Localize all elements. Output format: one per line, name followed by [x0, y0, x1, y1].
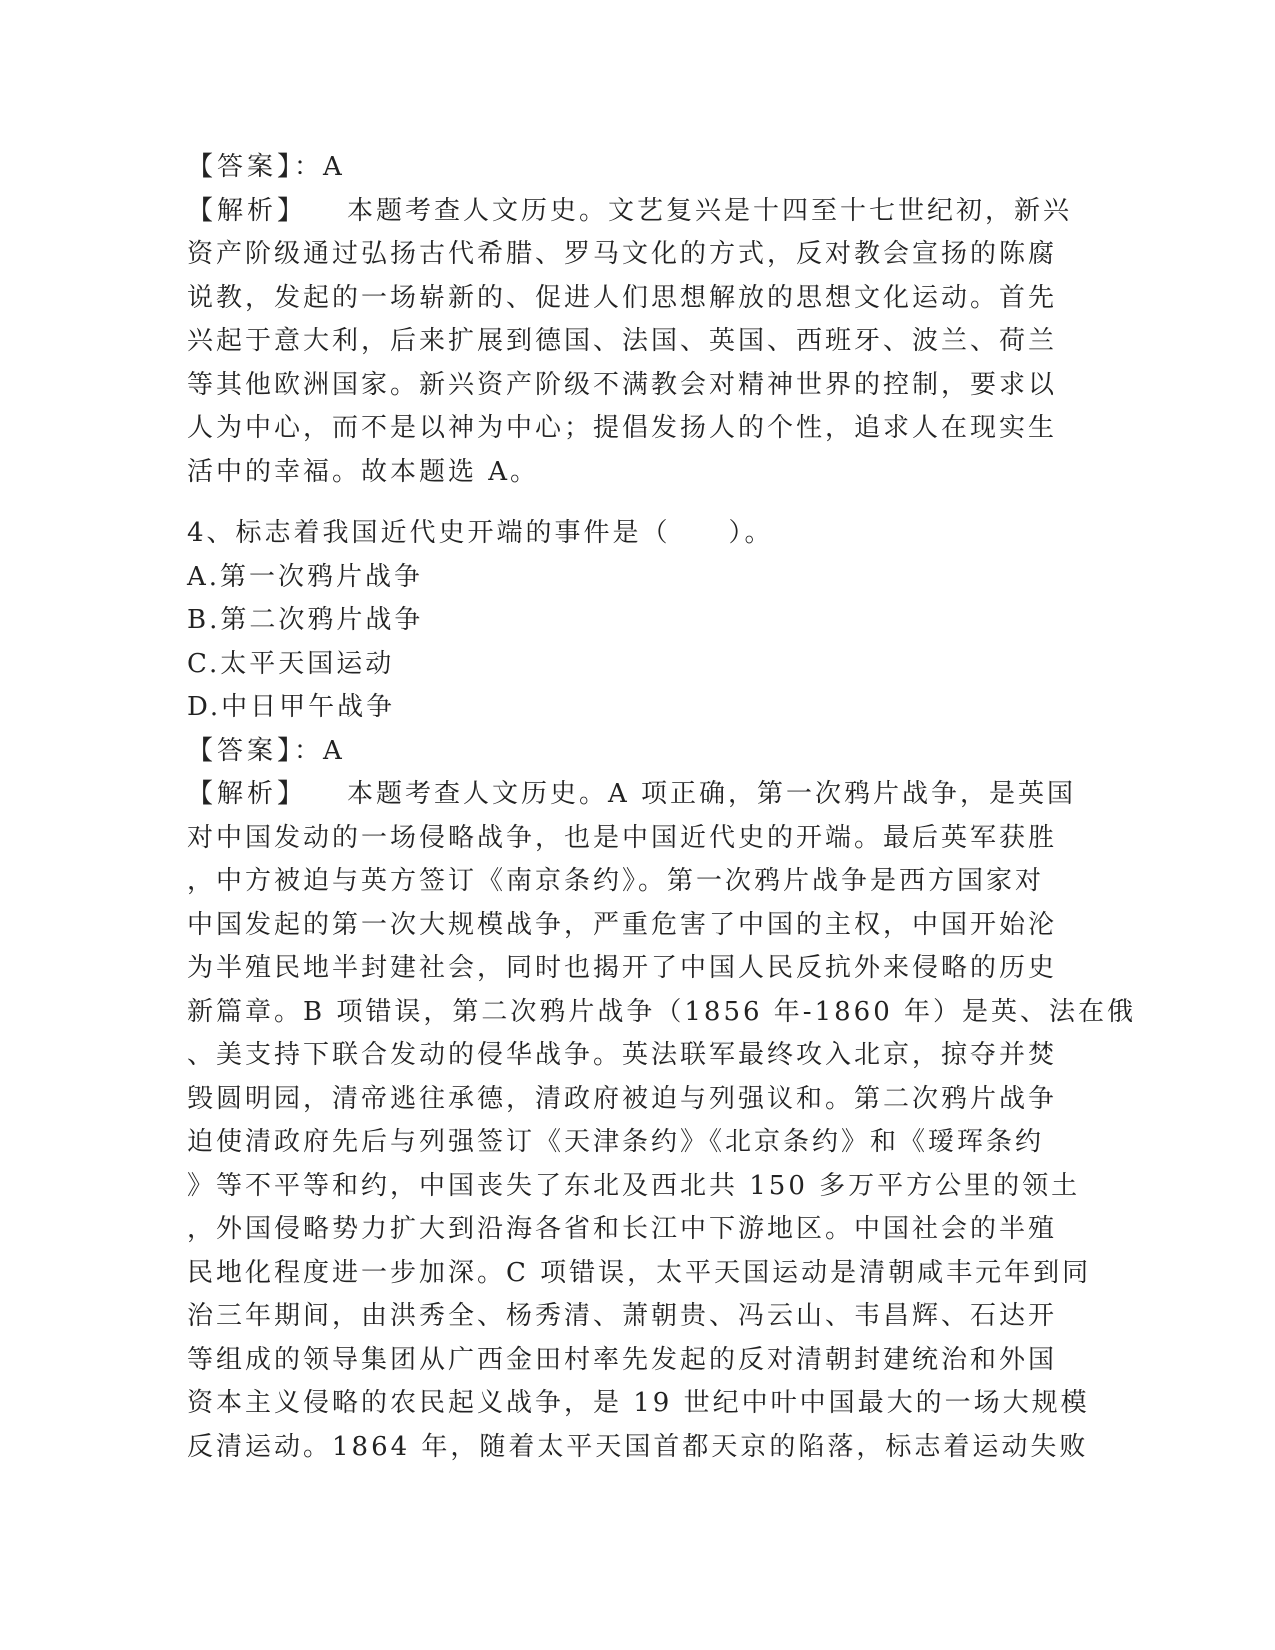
analysis-line: 毁圆明园，清帝逃往承德，清政府被迫与列强议和。第二次鸦片战争	[187, 1083, 1058, 1114]
analysis-label: 【解析】	[187, 779, 308, 809]
analysis-line: ，外国侵略势力扩大到沿海各省和长江中下游地区。中国社会的半殖	[187, 1214, 1058, 1244]
analysis-line: 为半殖民地半封建社会，同时也揭开了中国人民反抗外来侵略的历史	[187, 953, 1058, 983]
analysis-line: 资本主义侵略的农民起义战争，是 19 世纪中叶中国最大的一场大规模	[187, 1388, 1090, 1418]
answer-label: 【答案】	[187, 735, 295, 766]
analysis-line	[187, 190, 1087, 234]
analysis-line: 人为中心，而不是以神为中心；提倡发扬人的个性，追求人在现实生	[187, 413, 1058, 443]
analysis-line: 新篇章。B 项错误，第二次鸦片战争（1856 年-1860 年）是英、法在俄	[187, 996, 1137, 1027]
answer-separator: ：	[294, 735, 324, 766]
analysis-line	[187, 773, 1087, 817]
analysis-line: 说教，发起的一场崭新的、促进人们思想解放的思想文化运动。首先	[187, 282, 1058, 313]
analysis-text: 本题考查人文历史。文艺复兴是十四至十七世纪初，新兴	[347, 195, 1073, 226]
analysis-line: 对中国发动的一场侵略战争，也是中国近代史的开端。最后英军获胜	[187, 822, 1058, 853]
analysis-line: 等其他欧洲国家。新兴资产阶级不满教会对精神世界的控制，要求以	[187, 369, 1058, 400]
option-d: D.中日甲午战争	[187, 692, 396, 722]
document-page	[187, 146, 1137, 1469]
option-c: C.太平天国运动	[187, 648, 395, 679]
analysis-line: 等组成的领导集团从广西金田村率先发起的反对清朝封建统治和外国	[187, 1344, 1058, 1375]
analysis-label: 【解析】	[187, 195, 308, 226]
answer-label: 【答案】	[187, 152, 295, 182]
answer-separator: ：	[294, 152, 324, 182]
option-b: B.第二次鸦片战争	[187, 605, 424, 635]
option-a: A.第一次鸦片战争	[187, 561, 424, 592]
analysis-line: 迫使清政府先后与列强签订《天津条约》《北京条约》和《瑷珲条约	[187, 1127, 1045, 1157]
analysis-line: 》等不平等和约，中国丧失了东北及西北共 150 多万平方公里的领土	[187, 1170, 1081, 1201]
answer-line	[187, 146, 1087, 190]
analysis-line: 民地化程度进一步加深。C 项错误，太平天国运动是清朝咸丰元年到同	[187, 1257, 1092, 1288]
analysis-line: 、美支持下联合发动的侵华战争。英法联军最终攻入北京，掠夺并焚	[187, 1040, 1058, 1070]
analysis-line: 治三年期间，由洪秀全、杨秀清、萧朝贵、冯云山、韦昌辉、石达开	[187, 1301, 1058, 1331]
analysis-line: 活中的幸福。故本题选 A。	[187, 456, 540, 487]
answer-value: A	[323, 152, 345, 182]
answer-line	[187, 730, 1087, 774]
analysis-text: 本题考查人文历史。A 项正确，第一次鸦片战争，是英国	[347, 779, 1077, 809]
analysis-line: 反清运动。1864 年，随着太平天国首都天京的陷落，标志着运动失败	[187, 1431, 1089, 1462]
analysis-line: ，中方被迫与英方签订《南京条约》。第一次鸦片战争是西方国家对	[187, 866, 1045, 896]
answer-value: A	[323, 735, 345, 766]
question-text: 4、标志着我国近代史开端的事件是（ ）。	[187, 518, 774, 548]
analysis-line: 资产阶级通过弘扬古代希腊、罗马文化的方式，反对教会宣扬的陈腐	[187, 239, 1058, 269]
analysis-line: 兴起于意大利，后来扩展到德国、法国、英国、西班牙、波兰、荷兰	[187, 326, 1058, 356]
analysis-line: 中国发起的第一次大规模战争，严重危害了中国的主权，中国开始沦	[187, 909, 1058, 940]
